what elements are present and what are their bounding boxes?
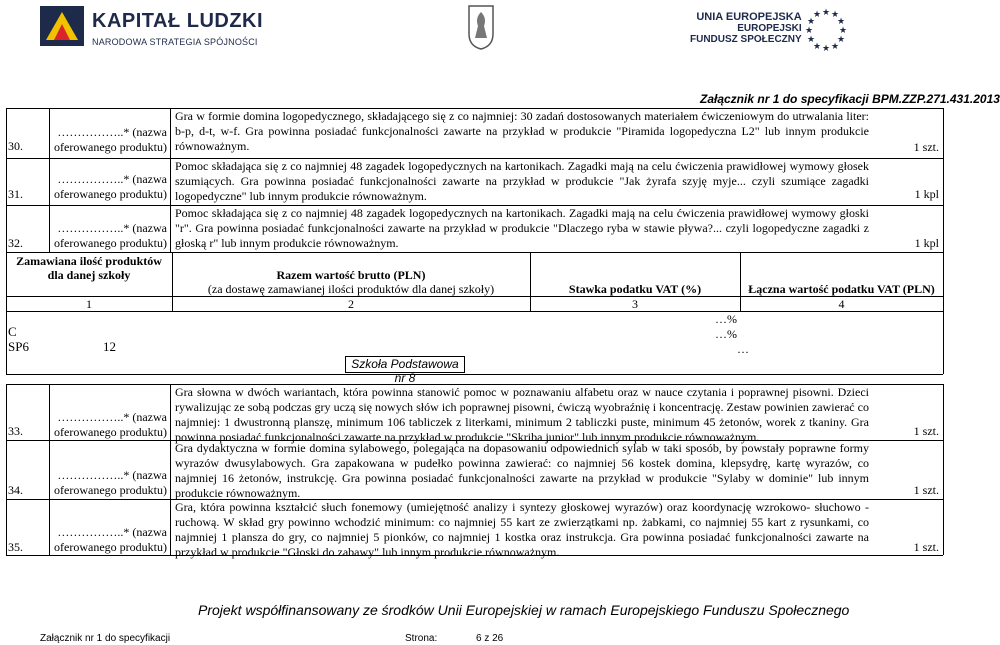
svg-text:★: ★ [805, 26, 814, 36]
quantity-column-header: Zamawiana ilość produktów dla danej szkoły [16, 254, 162, 282]
product-description: Gra w formie domina logopedycznego, składającego się z co najmniej: 30 zadań dostosowanych materiałem ćwiczeniowym do utrwalania liter: b-p, d-t, w-f. Gra powinna posiadać funkcjonalności zawarte na przykład w produkcie "Piramida logopedyczna L2" lub innym produkcie równoważnym. [175, 109, 869, 153]
ordered-quantity: 12 [103, 339, 116, 354]
svg-text:★: ★ [839, 26, 848, 36]
product-name-line-1: ……………..* (nazwa [57, 172, 167, 186]
eu-line-2: EUROPEJSKI [737, 23, 802, 34]
product-description: Pomoc składająca się z co najmniej 48 zagadek logopedycznych na kartonikach. Zagadki mają na celu ćwiczenia prawidłowej wymowy głosek szumiących. Gra powinna posiadać funkcjonalności zawarte na przykład w produkcie "Jak żyrafa szyję myje... czyli szumiące zagadki logopedyczne" lub innym produkcie równoważnym. [175, 159, 869, 203]
svg-text:★: ★ [837, 35, 846, 45]
product-name-field[interactable] [49, 410, 167, 440]
product-name-field[interactable] [49, 525, 167, 555]
row-number: 34. [8, 483, 23, 497]
kapital-ludzki-logo [40, 0, 280, 52]
product-name-line-1: ……………..* (nazwa [57, 221, 167, 235]
kapital-ludzki-subtitle: NARODOWA STRATEGIA SPÓJNOŚCI [92, 37, 258, 47]
product-quantity: 1 szt. [913, 483, 939, 497]
svg-text:★: ★ [813, 42, 822, 52]
svg-text:★: ★ [807, 35, 816, 45]
gross-value-column-header [174, 268, 528, 296]
product-description: Gra, która powinna kształcić słuch fonemowy (umiejętność analizy i syntezy głoskowej wyrazów) oraz koordynację wzrokowo- słuchowo - ruchową. W skład gry powinno wchodzić minimum: co najmniej 55 kart ze zwierzątkami np. żabkami, co najmniej 55 kart z rysunkami, co najmniej 1 plansza do gry, co najmniej 5 pionków, co najmniej 1 kostka oraz instrukcja. Gra powinna posiadać funkcjonalności zawarte na przykład w produkcie "Głoski do zabawy" lub innym produkcie równoważnym. [175, 500, 869, 559]
vat-rate-value-2[interactable]: …% [715, 327, 737, 341]
project-cofinancing-note: Projekt współfinansowany ze środków Unii Europejskiej w ramach Europejskiego Funduszu Społecznego [198, 602, 850, 618]
product-name-line-1: ……………..* (nazwa [57, 468, 167, 482]
column-number-1: 1 [86, 297, 92, 311]
product-name-line-2: oferowanego produktu) [54, 236, 167, 250]
svg-text:★: ★ [831, 10, 840, 20]
product-quantity: 1 szt. [913, 540, 939, 554]
column-number-3: 3 [632, 297, 638, 311]
vat-rate-column-header: Stawka podatku VAT (%) [568, 282, 702, 296]
section-letter: C [8, 324, 17, 339]
eu-line-3: FUNDUSZ SPOŁECZNY [690, 34, 802, 45]
kapital-ludzki-mark-icon [40, 6, 84, 46]
product-name-field[interactable] [49, 221, 167, 251]
product-description: Gra słowna w dwóch wariantach, która powinna stanowić pomoc w poznawaniu alfabetu oraz w nauce czytania i poprawnej pisowni. Dzieci rywalizując ze sobą podczas gry uczą się nowych słów ich poprawnej pisowni, ćwiczą wyobraźnię i koncentrację. Zestaw powinien zawierać co najmniej: 1 dwustronną planszę, minimum 106 tabliczek z literkami, minimum 2 tabliczki puste, minimum 45 żetonów, worek z tkaniny. Gra powinna posiadać funkcjonalności zawarte na przykład w produkcie "Skriba junior" lub innym produkcie równoważnym. [175, 385, 869, 444]
gross-value-header-title: Razem wartość brutto (PLN) [276, 268, 426, 282]
product-quantity: 1 szt. [913, 424, 939, 438]
footer-page-label: Strona: [405, 633, 438, 644]
product-quantity: 1 szt. [913, 140, 939, 154]
product-name-line-2: oferowanego produktu) [54, 140, 167, 154]
column-number-2: 2 [348, 297, 354, 311]
attachment-reference: Załącznik nr 1 do specyfikacji BPM.ZZP.271.431.2013 [700, 92, 1000, 106]
product-name-line-2: oferowanego produktu) [54, 483, 167, 497]
product-name-field[interactable] [49, 125, 167, 155]
school-code: SP6 [8, 339, 29, 354]
column-number-4: 4 [838, 297, 845, 311]
row-number: 31. [8, 187, 23, 201]
product-name-line-1: ……………..* (nazwa [57, 125, 167, 139]
footer-page-number: 6 z 26 [476, 633, 504, 644]
footer-attachment-label: Załącznik nr 1 do specyfikacji [40, 633, 171, 644]
svg-text:★: ★ [822, 44, 831, 54]
product-name-line-2: oferowanego produktu) [54, 425, 167, 439]
kapital-ludzki-title: KAPITAŁ LUDZKI [92, 10, 264, 32]
emblem-icon [466, 4, 496, 50]
product-name-line-1: ……………..* (nazwa [57, 525, 167, 539]
product-description: Pomoc składająca się z co najmniej 48 zagadek logopedycznych na kartonikach. Zagadki mają na celu ćwiczenia prawidłowej wymowy głoski "r". Gra powinna posiadać funkcjonalności zawarte na przykład w produkcie "Dlaczego ryba w stawie pływa?... czyli logopedyczne zagadki z głoską r" lub innym produkcie równoważnym. [175, 206, 869, 250]
school-name-badge: Szkoła Podstawowa nr 8 [345, 356, 465, 373]
svg-text:★: ★ [807, 17, 816, 27]
product-name-line-1: ……………..* (nazwa [57, 410, 167, 424]
product-name-line-2: oferowanego produktu) [54, 187, 167, 201]
svg-text:★: ★ [837, 17, 846, 27]
vat-rate-value-1[interactable]: …% [715, 312, 737, 326]
product-name-field[interactable] [49, 468, 167, 498]
gross-value-header-sub: (za dostawę zamawianej ilości produktów dla danej szkoły) [207, 282, 495, 296]
svg-text:★: ★ [831, 42, 840, 52]
vat-total-value[interactable]: … [737, 342, 749, 356]
row-number: 35. [8, 540, 23, 554]
product-name-field[interactable] [49, 172, 167, 202]
svg-text:★: ★ [813, 10, 822, 20]
row-number: 33. [8, 424, 23, 438]
svg-text:★: ★ [822, 8, 831, 18]
eu-text-block [690, 12, 802, 45]
eu-flag-stars-icon [800, 6, 850, 52]
row-number: 30. [8, 139, 23, 153]
product-quantity: 1 kpl [914, 236, 939, 250]
product-quantity: 1 kpl [914, 187, 939, 201]
row-number: 32. [8, 236, 23, 250]
eu-line-1: UNIA EUROPEJSKA [696, 11, 802, 23]
vat-total-column-header: Łączna wartość podatku VAT (PLN) [748, 282, 935, 296]
product-description: Gra dydaktyczna w formie domina sylabowego, polegająca na dopasowaniu odpowiednich sylab w taki sposób, by powstały poprawne formy wyrazów dwusylabowych. Gra zapakowana w pudełko powinna zawierać: co najmniej 56 kostek domina, klepsydrę, kartę wyrazów, co najmniej 16 żetonów, instrukcję. Gra powinna posiadać funkcjonalności zawarte na przykład w produkcie "Sylaby w dominie" lub innym produkcie równoważnym. [175, 441, 869, 500]
product-name-line-2: oferowanego produktu) [54, 540, 167, 554]
